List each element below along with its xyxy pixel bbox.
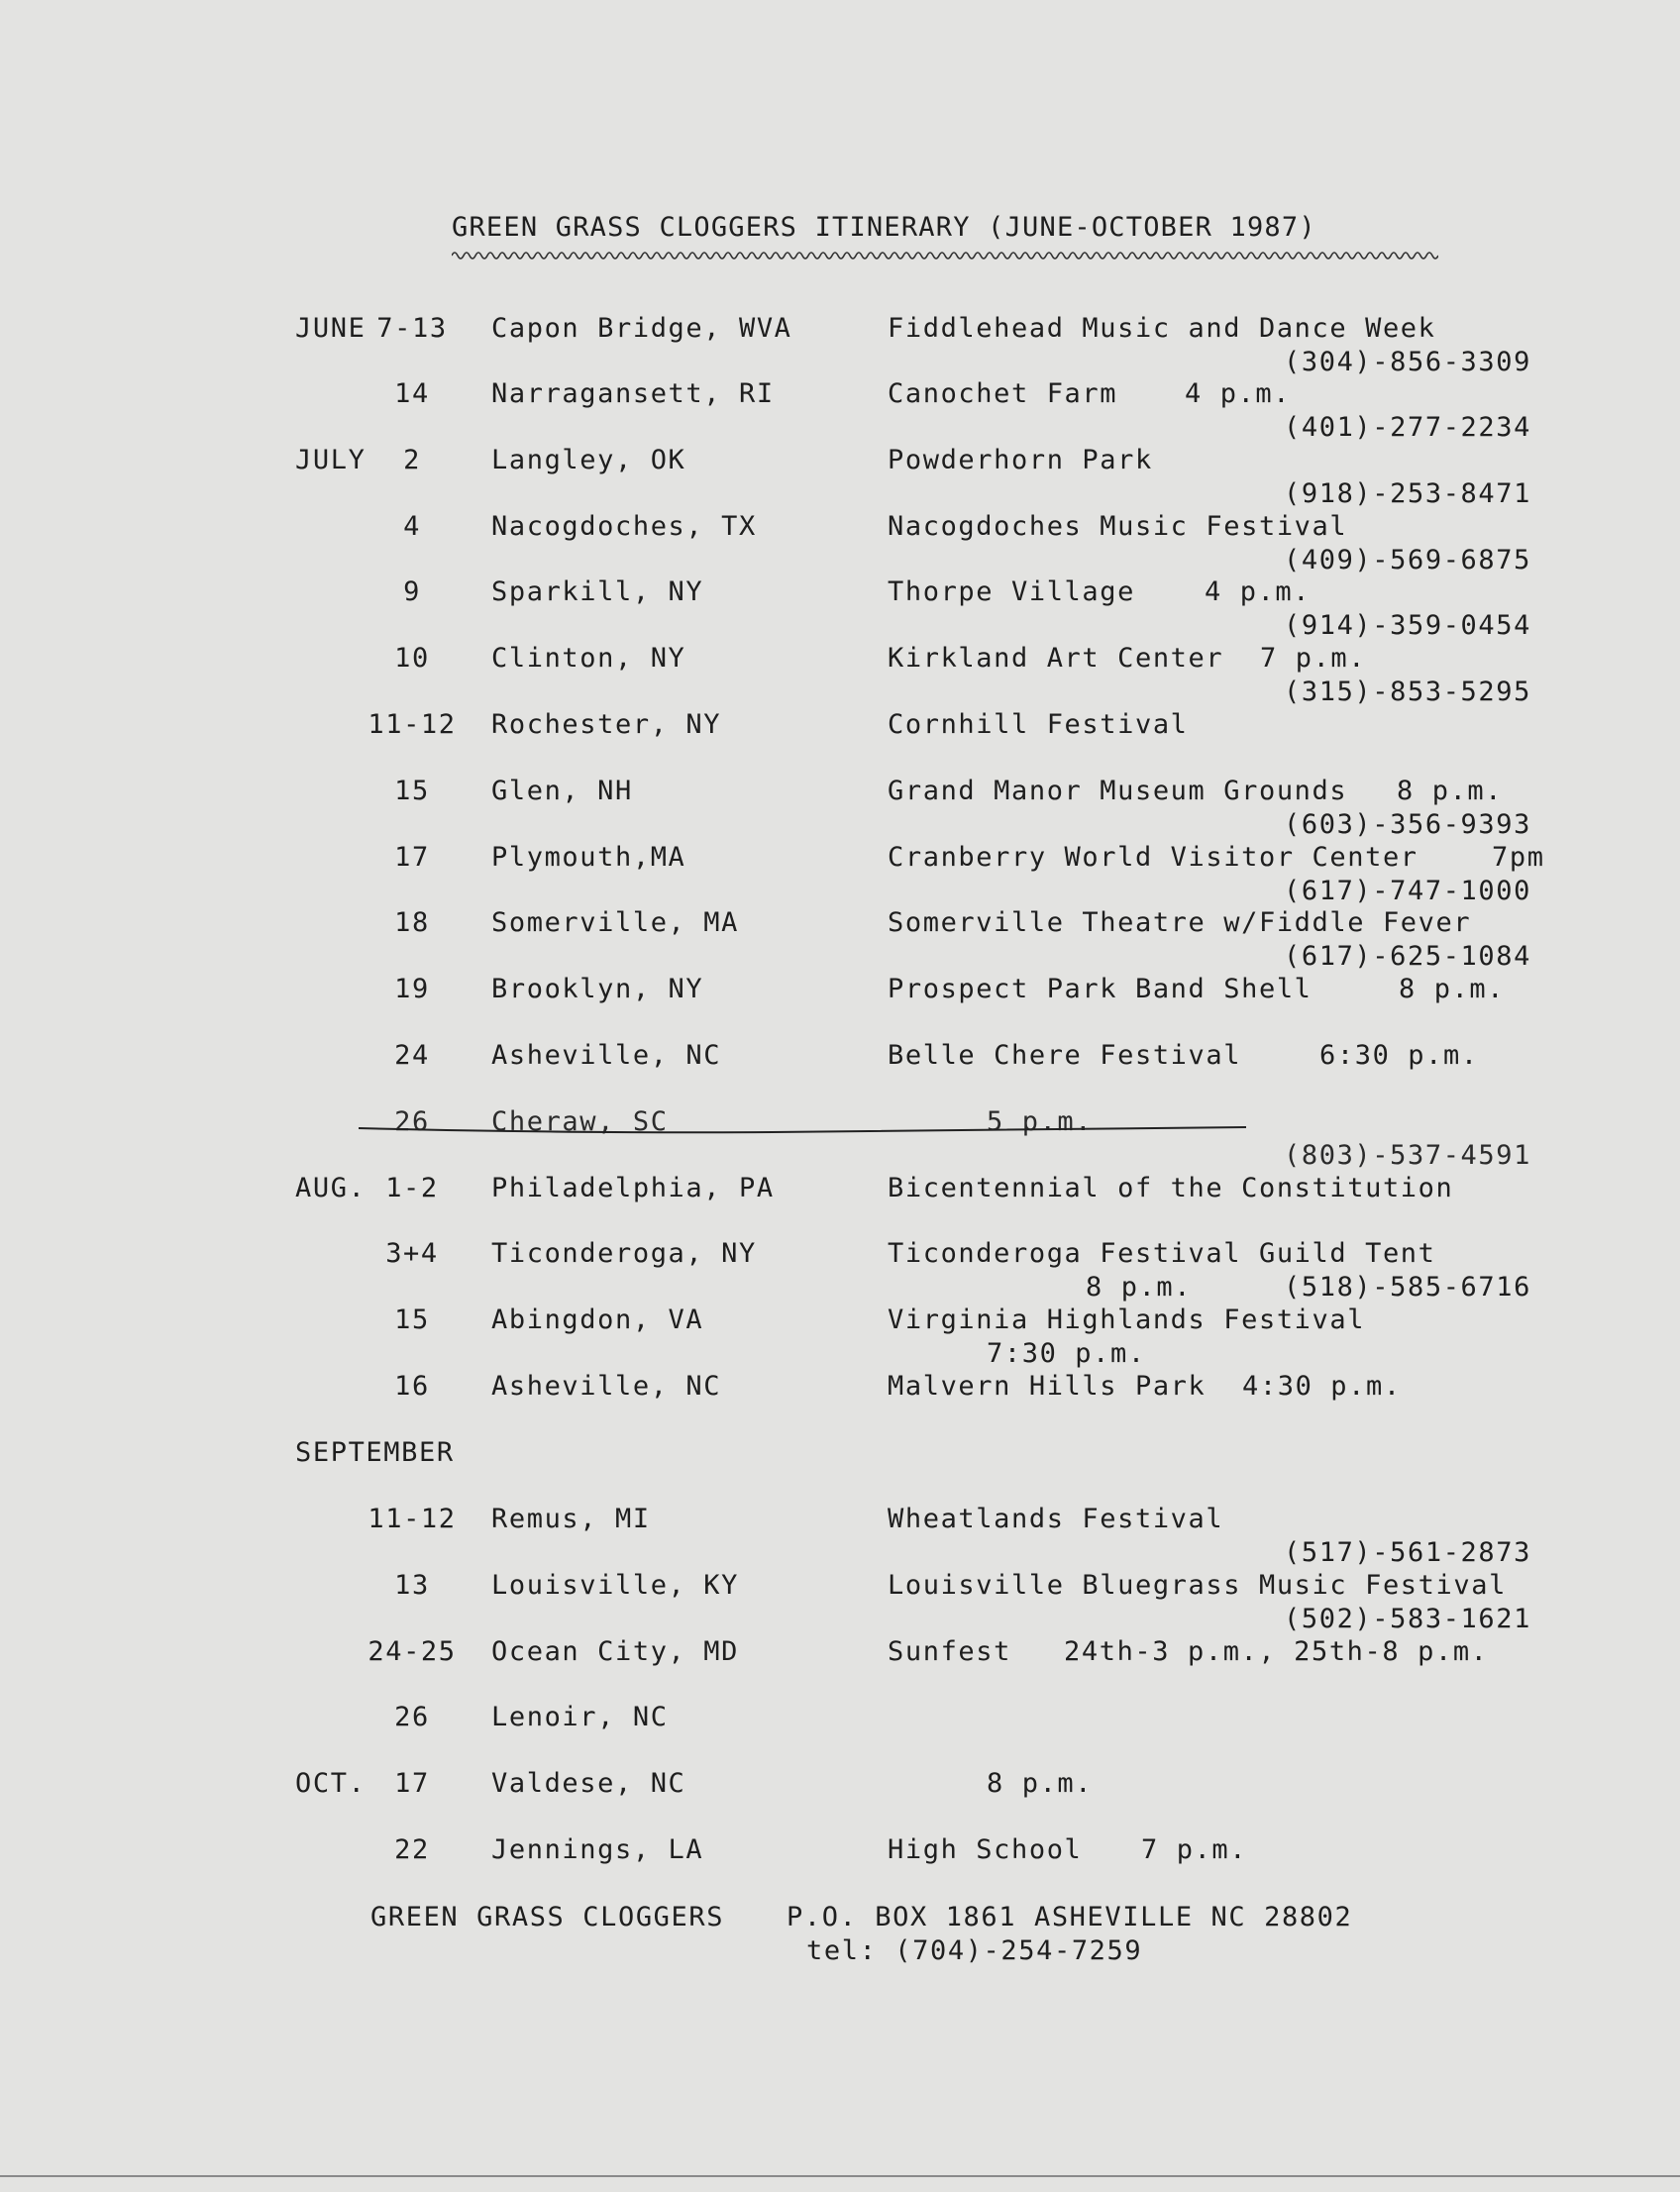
- city-label: Remus, MI: [491, 1504, 651, 1534]
- city-label: Capon Bridge, WVA: [491, 313, 792, 344]
- phone-label: (304)-856-3309: [1284, 347, 1531, 377]
- event-label: Kirkland Art Center: [888, 643, 1224, 674]
- city-label: Glen, NH: [491, 776, 633, 806]
- phone-label: (603)-356-9393: [1284, 809, 1531, 840]
- cancelled-strike-icon: [357, 1119, 1248, 1137]
- page-bottom-edge: [0, 2175, 1680, 2177]
- day-label: 1-2: [385, 1173, 439, 1203]
- month-label: JULY: [295, 445, 367, 475]
- day-label: 15: [394, 776, 430, 806]
- time-label: 24th-3 p.m., 25th-8 p.m.: [1064, 1636, 1489, 1667]
- day-label: 16: [394, 1371, 430, 1402]
- time-label: 4:30 p.m.: [1242, 1371, 1402, 1402]
- day-label: 26: [394, 1106, 430, 1137]
- month-label: SEPTEMBER: [295, 1437, 455, 1468]
- city-label: Rochester, NY: [491, 709, 722, 740]
- event-label: Louisville Bluegrass Music Festival: [888, 1570, 1507, 1601]
- event-label: Powderhorn Park: [888, 445, 1153, 475]
- city-label: Langley, OK: [491, 445, 686, 475]
- city-label: Nacogdoches, TX: [491, 511, 757, 542]
- event-label: Belle Chere Festival: [888, 1040, 1242, 1071]
- day-label: 11-12: [368, 1504, 457, 1534]
- footer-organization: GREEN GRASS CLOGGERS: [370, 1902, 725, 1932]
- city-label: Philadelphia, PA: [491, 1173, 775, 1203]
- event-label: Sunfest: [888, 1636, 1011, 1667]
- time-label: 7pm: [1492, 842, 1545, 873]
- city-label: Somerville, MA: [491, 907, 739, 938]
- day-label: 22: [394, 1834, 430, 1865]
- city-label: Lenoir, NC: [491, 1702, 669, 1732]
- day-label: 17: [394, 842, 430, 873]
- event-label: High School: [888, 1834, 1083, 1865]
- time-label: 5 p.m.: [987, 1106, 1094, 1137]
- city-label: Jennings, LA: [491, 1834, 704, 1865]
- day-label: 18: [394, 907, 430, 938]
- day-label: 24-25: [368, 1636, 457, 1667]
- day-label: 7-13: [376, 313, 448, 344]
- event-label: Fiddlehead Music and Dance Week: [888, 313, 1436, 344]
- city-label: Abingdon, VA: [491, 1305, 704, 1335]
- day-label: 17: [394, 1768, 430, 1799]
- day-label: 2: [403, 445, 421, 475]
- footer-address: P.O. BOX 1861 ASHEVILLE NC 28802: [787, 1902, 1353, 1932]
- time-label: 8 p.m.: [987, 1768, 1094, 1799]
- phone-label: (409)-569-6875: [1284, 545, 1531, 575]
- phone-label: (918)-253-8471: [1284, 478, 1531, 509]
- event-label: Nacogdoches Music Festival: [888, 511, 1348, 542]
- city-label: Plymouth,MA: [491, 842, 686, 873]
- event-label: Cranberry World Visitor Center: [888, 842, 1418, 873]
- month-label: OCT.: [295, 1768, 367, 1799]
- city-label: Brooklyn, NY: [491, 974, 704, 1004]
- event-label: Malvern Hills Park: [888, 1371, 1207, 1402]
- time-label: 7 p.m.: [1141, 1834, 1248, 1865]
- day-label: 3+4: [385, 1238, 439, 1269]
- time-label: 8 p.m.: [1397, 776, 1504, 806]
- day-label: 19: [394, 974, 430, 1004]
- phone-label: (803)-537-4591: [1284, 1140, 1531, 1171]
- city-label: Valdese, NC: [491, 1768, 686, 1799]
- time-label: 6:30 p.m.: [1319, 1040, 1479, 1071]
- day-label: 13: [394, 1570, 430, 1601]
- phone-label: (315)-853-5295: [1284, 677, 1531, 707]
- phone-label: (617)-747-1000: [1284, 876, 1531, 906]
- day-label: 4: [403, 511, 421, 542]
- time-label: 8 p.m.: [1399, 974, 1506, 1004]
- time-continuation-label: 8 p.m.: [1086, 1272, 1193, 1303]
- phone-label: (518)-585-6716: [1284, 1272, 1531, 1303]
- event-label: Cornhill Festival: [888, 709, 1189, 740]
- city-label: Ticonderoga, NY: [491, 1238, 757, 1269]
- phone-label: (914)-359-0454: [1284, 610, 1531, 641]
- city-label: Asheville, NC: [491, 1371, 722, 1402]
- footer-telephone: tel: (704)-254-7259: [806, 1935, 1143, 1966]
- day-label: 26: [394, 1702, 430, 1732]
- event-label: Bicentennial of the Constitution: [888, 1173, 1454, 1203]
- day-label: 10: [394, 643, 430, 674]
- time-label: 4 p.m.: [1205, 576, 1312, 607]
- event-label: Grand Manor Museum Grounds: [888, 776, 1348, 806]
- time-continuation-label: 7:30 p.m.: [987, 1338, 1146, 1369]
- city-label: Narragansett, RI: [491, 378, 775, 409]
- event-label: Virginia Highlands Festival: [888, 1305, 1366, 1335]
- city-label: Asheville, NC: [491, 1040, 722, 1071]
- city-label: Louisville, KY: [491, 1570, 739, 1601]
- month-label: AUG.: [295, 1173, 367, 1203]
- time-label: 4 p.m.: [1185, 378, 1292, 409]
- city-label: Cheraw, SC: [491, 1106, 669, 1137]
- city-label: Clinton, NY: [491, 643, 686, 674]
- day-label: 9: [403, 576, 421, 607]
- day-label: 15: [394, 1305, 430, 1335]
- event-label: Prospect Park Band Shell: [888, 974, 1312, 1004]
- phone-label: (502)-583-1621: [1284, 1604, 1531, 1634]
- city-label: Sparkill, NY: [491, 576, 704, 607]
- phone-label: (401)-277-2234: [1284, 412, 1531, 443]
- event-label: Wheatlands Festival: [888, 1504, 1224, 1534]
- document-title: GREEN GRASS CLOGGERS ITINERARY (JUNE-OCTOBER 1987): [452, 212, 1316, 243]
- day-label: 11-12: [368, 709, 457, 740]
- event-label: Somerville Theatre w/Fiddle Fever: [888, 907, 1472, 938]
- day-label: 24: [394, 1040, 430, 1071]
- day-label: 14: [394, 378, 430, 409]
- city-label: Ocean City, MD: [491, 1636, 739, 1667]
- time-label: 7 p.m.: [1260, 643, 1367, 674]
- event-label: Thorpe Village: [888, 576, 1135, 607]
- event-label: Ticonderoga Festival Guild Tent: [888, 1238, 1436, 1269]
- phone-label: (517)-561-2873: [1284, 1537, 1531, 1568]
- event-label: Canochet Farm: [888, 378, 1118, 409]
- phone-label: (617)-625-1084: [1284, 941, 1531, 972]
- month-label: JUNE: [295, 313, 367, 344]
